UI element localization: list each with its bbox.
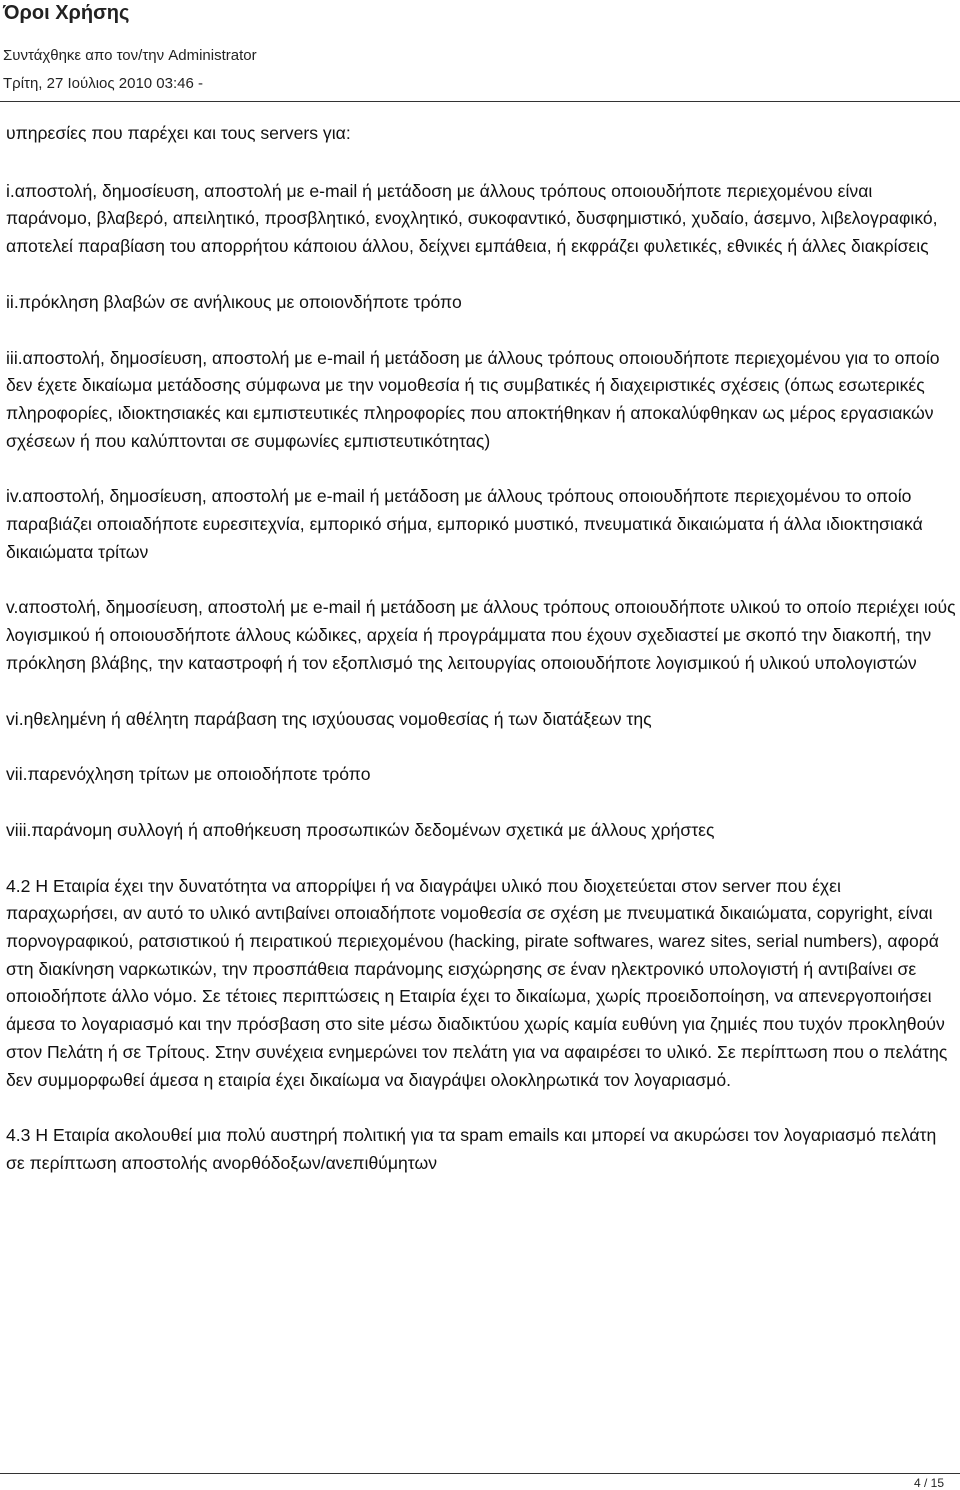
list-item-iii: iii.αποστολή, δημοσίευση, αποστολή με e-mail ή μετάδοση με άλλους τρόπους οποιουδήποτε περιεχομένου για το οποίο δεν έχετε δικαίωμα μετάδοσης σύμφωνα με την νομοθεσία ή τις συμβατικές ή διαχειριστικές σχέσεις (όπως εσωτερικές πληροφορίες, ιδιοκτησιακές και εμπιστευτικές πληροφορίες που αποκτήθηκαν ή αποκαλύφθηκαν ως μέρος εργασιακών σχέσεων ή που καλύπτονται σε συμφωνίες εμπιστευτικότητας): [6, 347, 940, 451]
page-number: 4 / 15: [913, 1476, 944, 1490]
page-title: Όροι Χρήσης: [3, 2, 130, 24]
intro-paragraph: υπηρεσίες που παρέχει και τους servers για:: [6, 123, 351, 143]
list-item-v: v.αποστολή, δημοσίευση, αποστολή με e-mail ή μετάδοση με άλλους τρόπους οποιουδήποτε υλικού το οποίο περιέχει ιούς λογισμικού ή οποιουσδήποτε άλλους κώδικες, αρχεία ή προγράμματα που έχουν σχεδιαστεί με σκοπό την διακοπή, την πρόκληση βλάβης, την καταστροφή ή τον εξοπλισμό της λειτουργίας οποιουδήποτε λογισμικού ή υλικού υπολογιστών: [6, 597, 956, 673]
list-item-i: i.αποστολή, δημοσίευση, αποστολή με e-mail ή μετάδοση με άλλους τρόπους οποιουδήποτε περιεχομένου είναι παράνομο, βλαβερό, απειλητικό, προσβλητικό, ενοχλητικό, συκοφαντικό, δυσφημιστικό, χυδαίο, άσεμνο, λιβελογραφικό, αποτελεί παραβίαση του απορρήτου κάποιου άλλου, δείχνει εμπάθεια, ή εκφράζει φυλετικές, εθνικές ή άλλες διακρίσεις: [6, 180, 938, 257]
date-line: Τρίτη, 27 Ιούλιος 2010 03:46 -: [3, 75, 204, 92]
list-item-viii: viii.παράνομη συλλογή ή αποθήκευση προσωπικών δεδομένων σχετικά με άλλους χρήστες: [6, 819, 715, 840]
section-4-2-paragraph: 4.2 Η Εταιρία έχει την δυνατότητα να απορρίψει ή να διαγράψει υλικό που διοχετεύεται στον server που έχει παραχωρήσει, αν αυτό το υλικό αντιβαίνει οποιαδήποτε νομοθεσία σε σχέση με πνευματικά δικαιώματα, copyright, είναι πορνογραφικού, ρατσιστικού ή πειρατικού περιεχομένου (hacking, pirate softwares, warez sites, serial numbers), αφορά στη διακίνηση ναρκωτικών, την προσπάθεια παράνομης εισχώρησης σε έναν ηλεκτρονικό υπολογιστή ή αντιβαίνει σε οποιοδήποτε άλλο νόμο. Σε τέτοιες περιπτώσεις η Εταιρία έχει το δικαίωμα, χωρίς προειδοποίηση, να απενεργοποιήσει άμεσα το λογαριασμό και την πρόσβαση στο site μέσω διαδικτύου χωρίς καμία ευθύνη για ζημιές που τυχόν προκληθούν στον Πελάτη ή σε Τρίτους. Στην συνέχεια ενημερώνει τον πελάτη για να αφαιρέσει το υλικό. Σε περίπτωση που ο πελάτης δεν συμμορφωθεί άμεσα η εταιρία έχει δικαίωμα να διαγράψει ολοκληρωτικά τον λογαριασμό.: [6, 875, 948, 1090]
header-divider: [0, 101, 960, 102]
document-body: [6, 120, 956, 1178]
author-line: Συντάχθηκε απο τον/την Administrator: [3, 47, 257, 64]
list-item-vii: vii.παρενόχληση τρίτων με οποιοδήποτε τρόπο: [6, 764, 371, 785]
footer-divider: [0, 1473, 960, 1474]
section-4-3-paragraph: 4.3 Η Εταιρία ακολουθεί μια πολύ αυστηρή πολιτική για τα spam emails και μπορεί να ακυρώσει τον λογαριασμό πελάτη σε περίπτωση αποστολής ανορθόδοξων/ανεπιθύμητων: [6, 1125, 937, 1173]
list-item-vi: vi.ηθελημένη ή αθέλητη παράβαση της ισχύουσας νομοθεσίας ή των διατάξεων της: [6, 708, 652, 729]
list-item-iv: iv.αποστολή, δημοσίευση, αποστολή με e-mail ή μετάδοση με άλλους τρόπους οποιουδήποτε περιεχομένου το οποίο παραβιάζει οποιαδήποτε ευρεσιτεχνία, εμπορικό σήμα, εμπορικό μυστικό, πνευματικά δικαιώματα ή άλλα ιδιοκτησιακά δικαιώματα τρίτων: [6, 486, 923, 562]
list-item-ii: ii.πρόκληση βλαβών σε ανήλικους με οποιονδήποτε τρόπο: [6, 291, 462, 312]
